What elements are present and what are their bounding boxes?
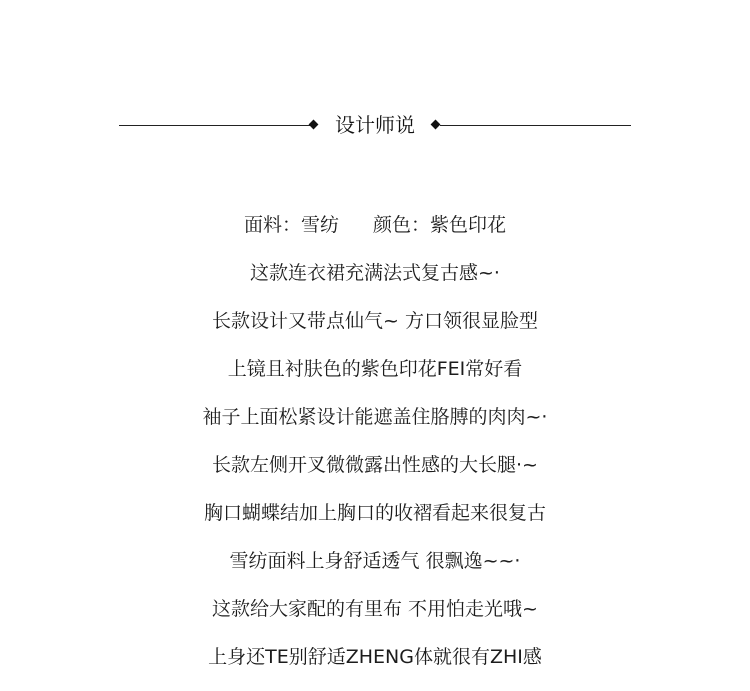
description-line: 雪纺面料上身舒适透气 很飘逸~~· xyxy=(229,550,521,572)
description-line: 这款给大家配的有里布 不用怕走光哦~ xyxy=(212,598,538,620)
header-left-rule xyxy=(119,125,310,126)
section-header xyxy=(119,110,631,140)
color-label: 颜色：紫色印花 xyxy=(373,214,507,236)
right-diamond-icon xyxy=(431,120,441,130)
fabric-color-line xyxy=(0,208,750,256)
left-diamond-icon xyxy=(309,120,319,130)
description-line: 这款连衣裙充满法式复古感~· xyxy=(250,262,500,284)
description-line: 胸口蝴蝶结加上胸口的收褶看起来很复古 xyxy=(203,502,546,524)
description-line: 长款左侧开叉微微露出性感的大长腿·~ xyxy=(212,454,538,476)
fabric-label: 面料：雪纺 xyxy=(243,214,339,236)
header-right-rule xyxy=(440,125,631,126)
description-line: 袖子上面松紧设计能遮盖住胳膊的肉肉~· xyxy=(202,406,548,428)
section-title: 设计师说 xyxy=(335,113,415,137)
description-line: 长款设计又带点仙气~ 方口领很显脸型 xyxy=(212,310,538,332)
description-line: 上身还TE别舒适ZHENG体就很有ZHI感 xyxy=(208,646,542,668)
designer-notes xyxy=(0,208,750,688)
description-line: 上镜且衬肤色的紫色印花FEI常好看 xyxy=(227,358,523,380)
